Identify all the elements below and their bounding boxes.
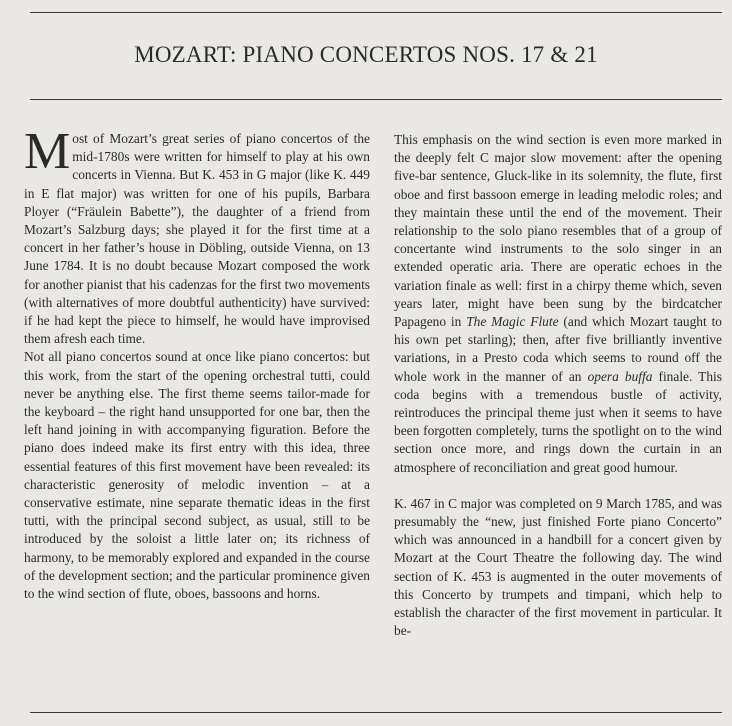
bottom-rule [30,712,722,713]
right-p1-part-c: finale. This coda begins with a tremendous bustle of activity, reintroduces the principal theme just when it seems to have been forgotten completely, turns the spotlight on to the wind section once more, and rings down the curtain in an atmosphere of reconciliation and great good humour. [394,368,722,475]
left-column [24,123,370,603]
left-paragraph-1-text: ost of Mozart’s great series of piano concertos of the mid-1780s were written for himself to play at his own concerts in Vienna. But K. 453 in G major (like K. 449 in E flat major) was written for one of his pupils, Barbara Ployer (“Fräulein Babette”), the daughter of a friend from Mozart’s Salzburg days; she played it for the first time at a concert in her father’s house in Döbling, outside Vienna, on 13 June 1784. It is no doubt because Mozart composed the work for another pianist that his cadenzas for the first two movements (with alternatives of more doubtful authenticity) have survived: if he had kept the piece to himself, he would have improvised them afresh each time. [24,131,370,347]
page-title: MOZART: PIANO CONCERTOS NOS. 17 & 21 [134,42,598,67]
top-rule [30,12,722,13]
right-paragraph-1 [394,131,722,477]
right-p1-part-a: This emphasis on the wind section is even more marked in the deeply felt C major slow movement: after the opening five-bar sentence, Gluck-like in its solemnity, the flute, first oboe and first bassoon emerge in leading melodic roles; and they maintain these until the end of the movement. Their relationship to the solo piano resembles that of a group of concertante wind instruments to the solo singer in an extended operatic aria. There are operatic echoes in the variation finale as well: first in a chirpy theme which, seven years later, might have been sung by the birdcatcher Papageno in [394,132,722,330]
title-rule [30,99,722,100]
right-p1-part-b: (and which Mozart taught to his own pet starling); then, after five brilliantly inventive variations, in a Presto coda which seems to round off the whole work in the manner of an [394,314,723,384]
left-paragraph-1 [24,123,370,348]
term-opera-buffa: opera buffa [587,368,653,384]
opera-title-magic-flute: The Magic Flute [466,314,559,330]
drop-cap: M [24,123,71,180]
right-paragraph-2: K. 467 in C major was completed on 9 March 1785, and was presumably the “new, just finished Forte piano Concerto” which was announced in a handbill for a concert given by Mozart at the Court Theatre the following day. The wind section of K. 453 is augmented in the outer movements of this Concerto by trumpets and timpani, which help to establish the character of the first movement in particular. It be- [394,495,722,639]
right-column [394,131,722,640]
left-paragraph-2: Not all piano concertos sound at once like piano concertos: but this work, from the start of the opening orchestral tutti, could never be anything else. The first theme seems tailor-made for the keyboard – the right hand unsupported for one bar, then the left hand joining in with accompanying figuration. Before the piano does indeed make its first entry with this idea, three essential features of this first movement have been revealed: its characteristic generosity of melodic invention – at a conservative estimate, nine separate thematic ideas in the first tutti, with the principal second subject, as usual, still to be introduced by the soloist a little later on; its richness of harmony, to be memorably explored and expanded in the course of the development section; and the particular prominence given to the wind section of flute, oboes, bassoons and horns. [24,349,370,602]
